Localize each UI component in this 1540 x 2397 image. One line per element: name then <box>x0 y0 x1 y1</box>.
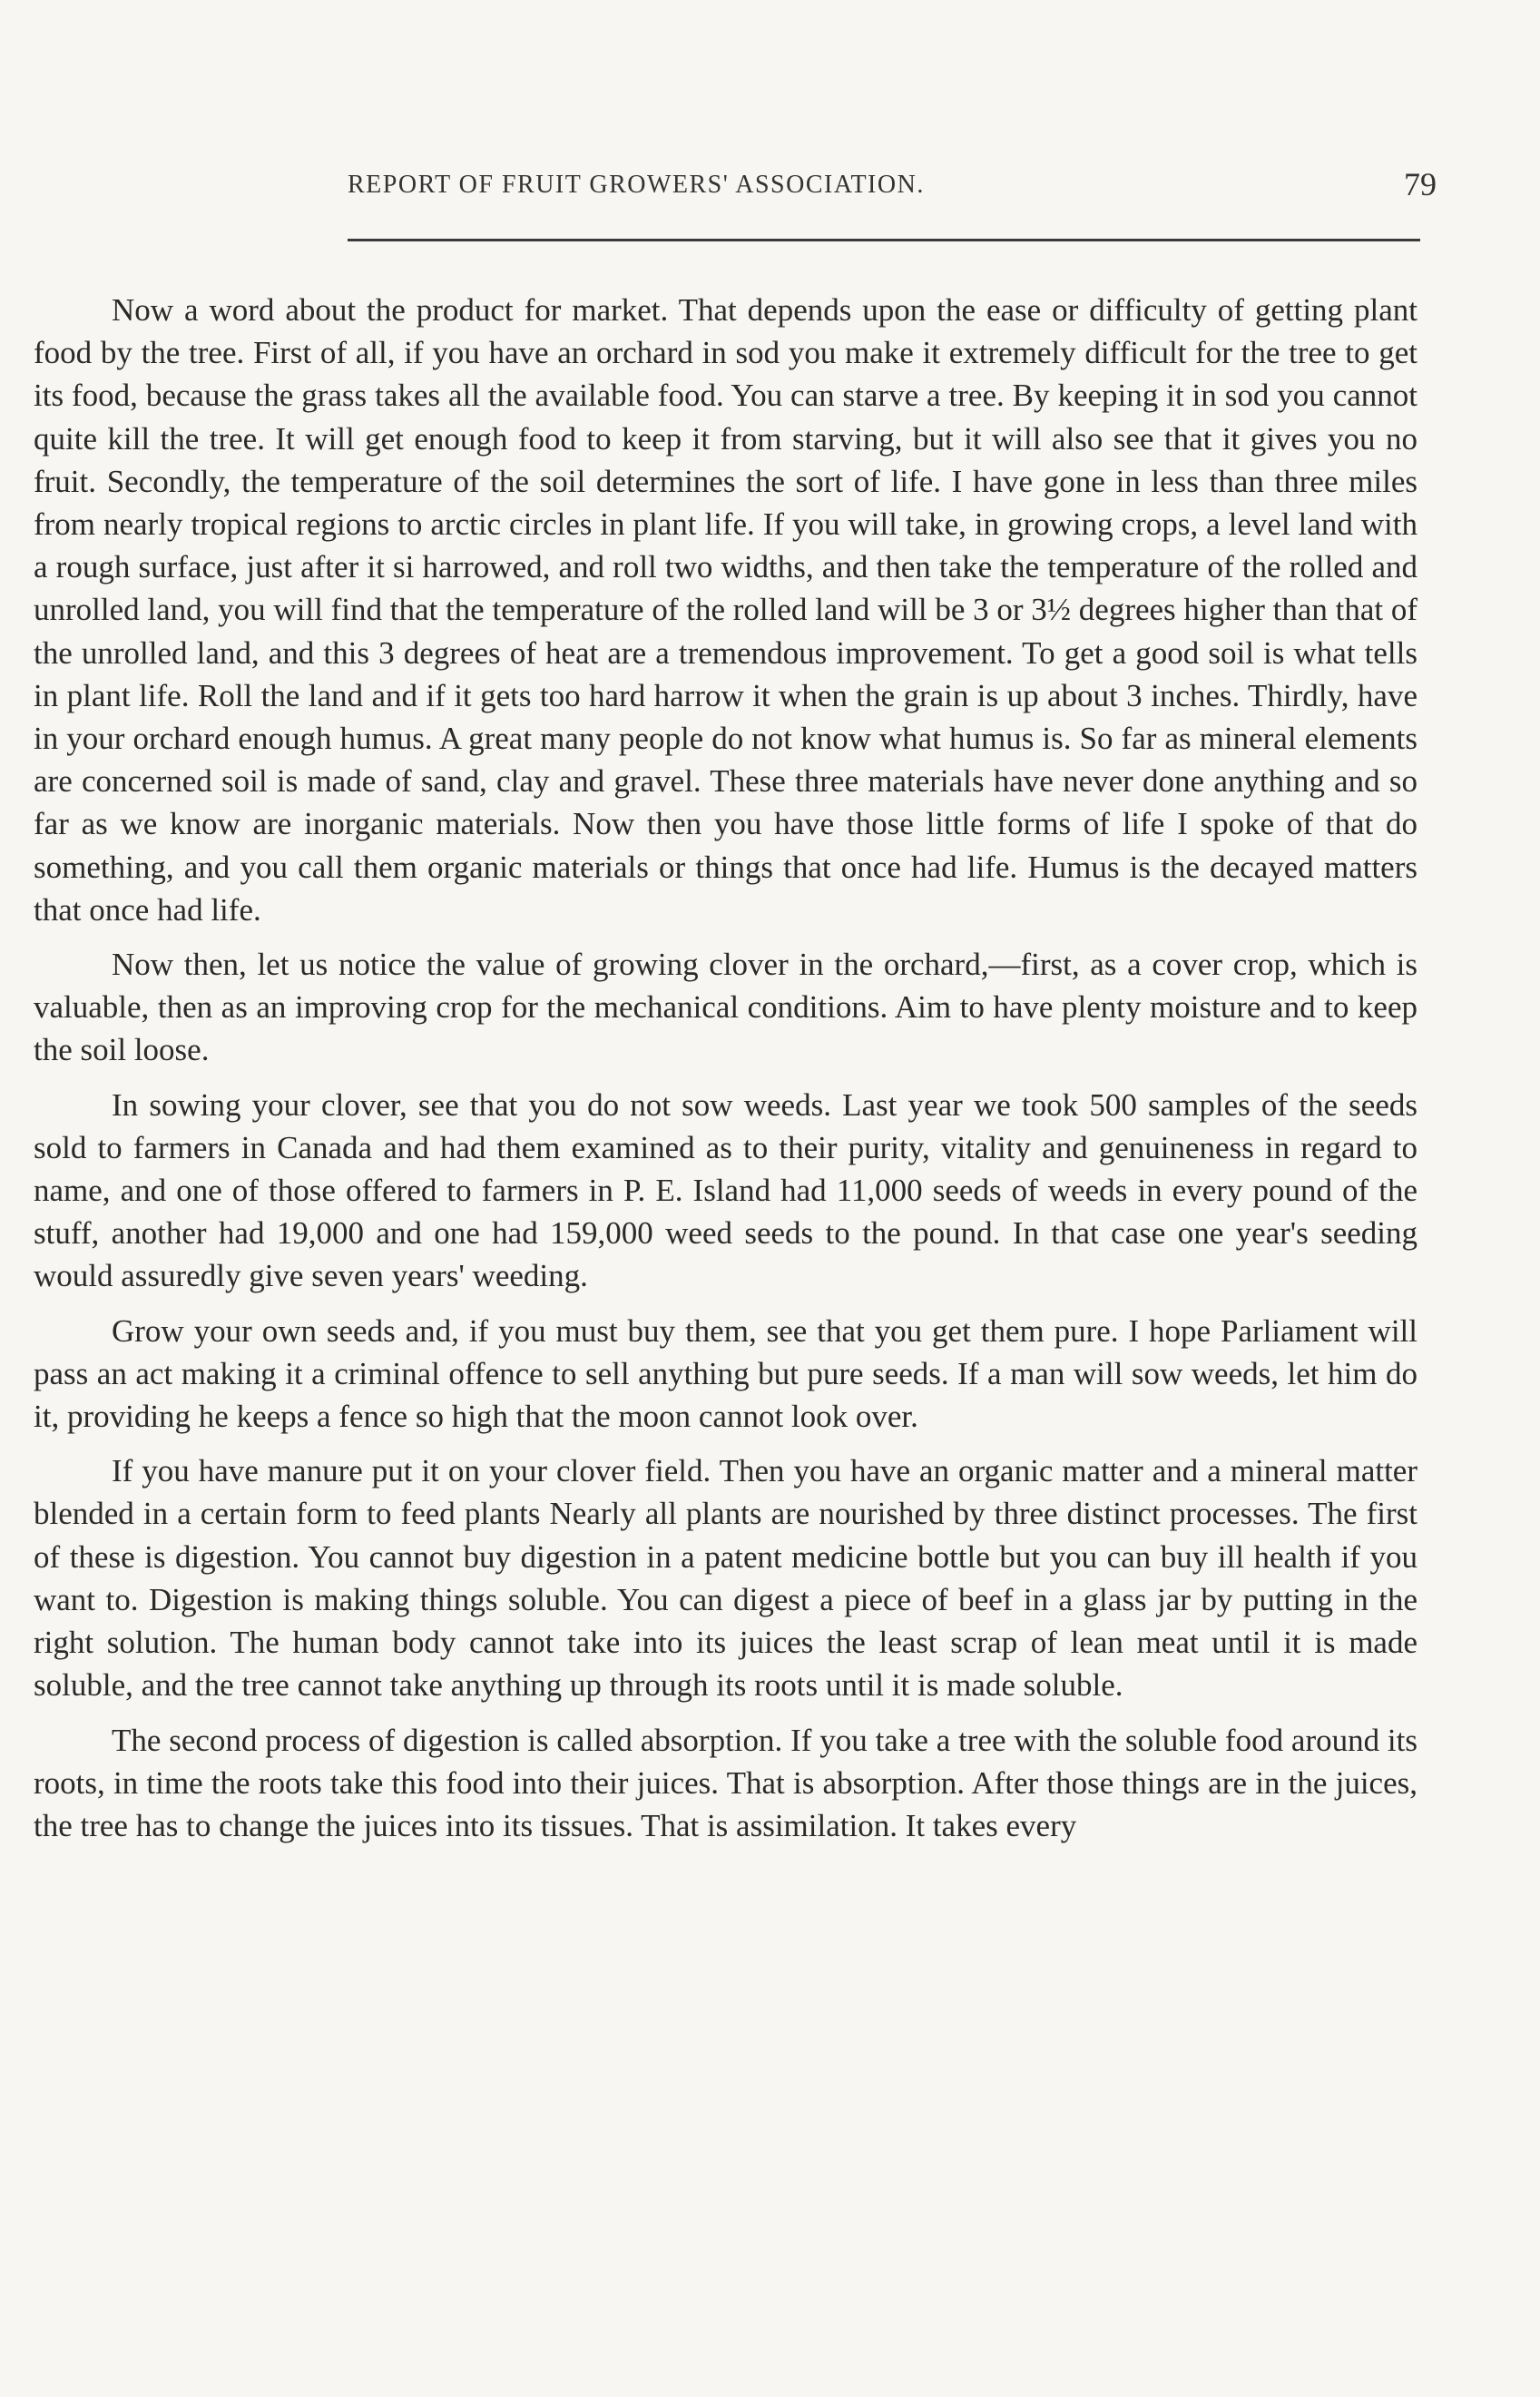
page-number: 79 <box>1404 166 1437 202</box>
header-title: REPORT OF FRUIT GROWERS' ASSOCIATION. <box>348 171 925 199</box>
header-rule <box>348 239 1420 241</box>
paragraph: If you have manure put it on your clover field. Then you have an organic matter and a mineral matter blended in a certain form to feed plants Nearly all plants are nourished by three distinct processes. The first of these is digestion. You cannot buy digestion in a patent medicine bottle but you can buy ill health if you want to. Digestion is making things soluble. You can digest a piece of beef in a glass jar by putting in the right solution. The human body cannot take into its juices the least scrap of lean meat until it is made soluble, and the tree cannot take anything up through its roots until it is made soluble. <box>34 1453 1417 1704</box>
paragraph: Now then, let us notice the value of growing clover in the orchard,—first, as a cover crop, which is valuable, then as an improving crop for the mechanical conditions. Aim to have plenty moisture and to keep the soil loose. <box>34 947 1417 1068</box>
running-header <box>348 165 1437 211</box>
paragraph: The second process of digestion is called absorption. If you take a tree with the soluble food around its roots, in time the roots take this food into their juices. That is absorption. After those things are in the juices, the tree has to change the juices into its tissues. That is assimilation. It takes every <box>34 1722 1417 1843</box>
paragraph: Grow your own seeds and, if you must buy them, see that you get them pure. I hope Parliament will pass an act making it a criminal offence to sell anything but pure seeds. If a man will sow weeds, let him do it, providing he keeps a fence so high that the moon cannot look over. <box>34 1312 1417 1435</box>
body-text <box>34 289 1417 1847</box>
paragraph: In sowing your clover, see that you do not sow weeds. Last year we took 500 samples of the seeds sold to farmers in Canada and had them examined as to their purity, vitality and genuineness in regard to name, and one of those offered to farmers in P. E. Island had 11,000 seeds of weeds in every pound of the stuff, another had 19,000 and one had 159,000 weed seeds to the pound. In that case one year's seeding would assuredly give seven years' weeding. <box>34 1086 1417 1294</box>
paragraph: Now a word about the product for market. That depends upon the ease or difficulty of getting plant food by the tree. First of all, if you have an orchard in sod you make it extremely difficult for the tree to get its food, because the grass takes all the available food. You can starve a tree. By keeping it in sod you cannot quite kill the tree. It will get enough food to keep it from starving, but it will also see that it gives you no fruit. Secondly, the temperature of the soil determines the sort of life. I have gone in less than three miles from nearly tropical regions to arctic circles in plant life. If you will take, in growing crops, a level land with a rough surface, just after it si harrowed, and roll two widths, and then take the temperature of the rolled and unrolled land, you will find that the temperature of the rolled land will be 3 or 3½ degrees higher than that of the unrolled land, and this 3 degrees of heat are a tremendous improvement. To get a good soil is what tells in plant life. Roll the land and if it gets too hard harrow it when the grain is up about 3 inches. Thirdly, have in your orchard enough humus. A great many people do not know what humus is. So far as mineral elements are concerned soil is made of sand, clay and gravel. These three materials have never done anything and so far as we know are inorganic materials. Now then you have those little forms of life I spoke of that do something, and you call them organic materials or things that once had life. Humus is the decayed matters that once had life. <box>34 292 1417 928</box>
